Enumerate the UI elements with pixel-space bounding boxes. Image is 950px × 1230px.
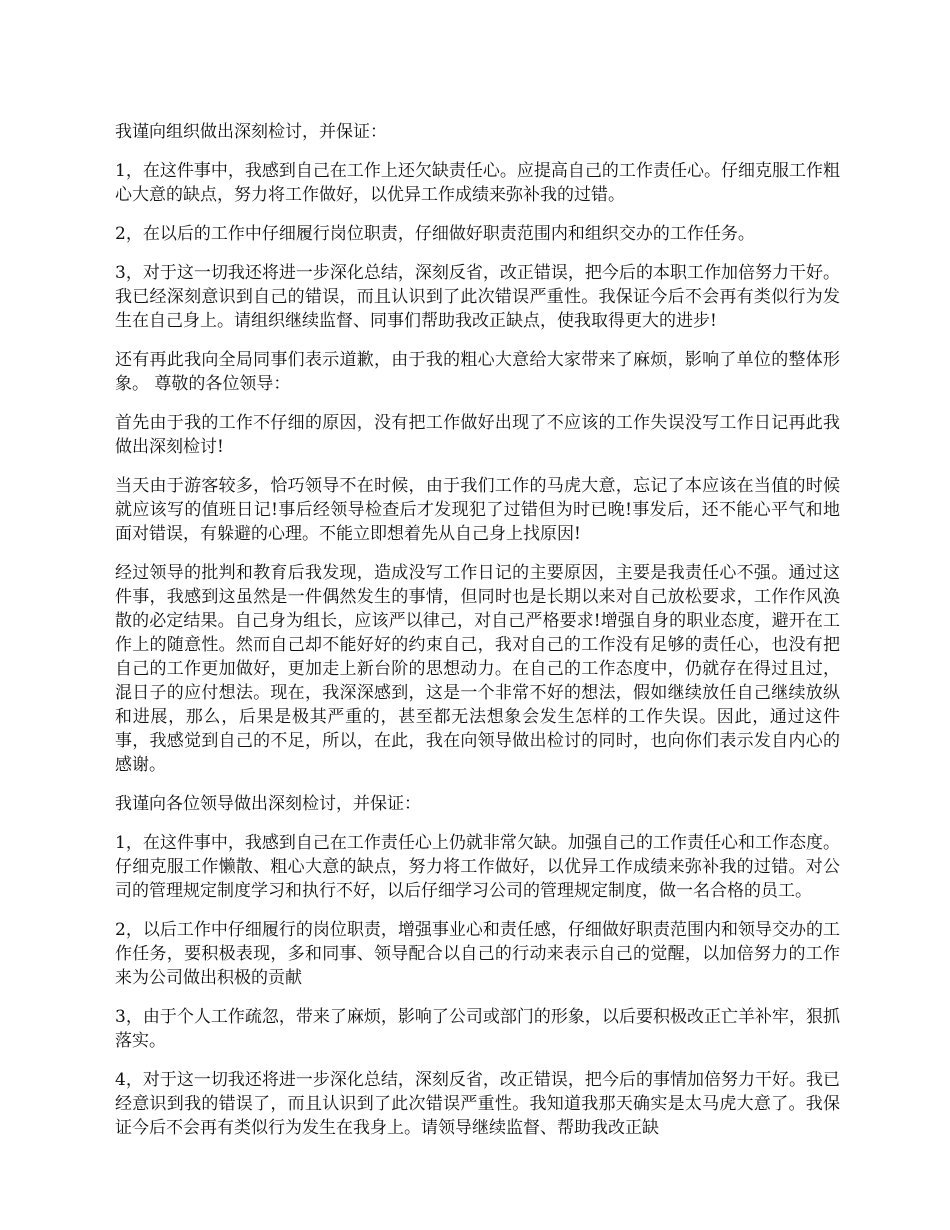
paragraph-7: 当天由于游客较多，恰巧领导不在时候，由于我们工作的马虎大意，忘记了本应该在当值的时候就应该写的值班日记!事后经领导检查后才发现犯了过错但为时已晚!事发后，还不能心平气和地面对错误，有躲避的心理。不能立即想着先从自己身上找原因!	[115, 476, 840, 544]
paragraph-4: 3，对于这一切我还将进一步深化总结，深刻反省，改正错误，把今后的本职工作加倍努力干好。我已经深刻意识到自己的错误，而且认识到了此次错误严重性。我保证今后不会再有类似行为发生在自己身上。请组织继续监督、同事们帮助我改正缺点，使我取得更大的进步!	[115, 263, 840, 331]
paragraph-12: 3，由于个人工作疏忽，带来了麻烦，影响了公司或部门的形象，以后要积极改正亡羊补牢，狠抓落实。	[115, 1007, 840, 1051]
paragraph-10: 1，在这件事中，我感到自己在工作责任心上仍就非常欠缺。加强自己的工作责任心和工作态度。仔细克服工作懒散、粗心大意的缺点，努力将工作做好，以优异工作成绩来弥补我的过错。对公司的管理规定制度学习和执行不好，以后仔细学习公司的管理规定制度，做一名合格的员工。	[115, 833, 840, 901]
document-body	[115, 120, 840, 1155]
paragraph-1: 我谨向组织做出深刻检讨，并保证：	[115, 122, 387, 142]
paragraph-2: 1，在这件事中，我感到自己在工作上还欠缺责任心。应提高自己的工作责任心。仔细克服工作粗心大意的缺点，努力将工作做好，以优异工作成绩来弥补我的过错。	[115, 161, 840, 205]
paragraph-11: 2，以后工作中仔细履行的岗位职责，增强事业心和责任感，仔细做好职责范围内和领导交办的工作任务，要积极表现，多和同事、领导配合以自己的行动来表示自己的觉醒，以加倍努力的工作来为公司做出积极的贡献	[115, 920, 840, 988]
paragraph-9: 我谨向各位领导做出深刻检讨，并保证：	[115, 794, 421, 814]
paragraph-8: 经过领导的批判和教育后我发现，造成没写工作日记的主要原因，主要是我责任心不强。通过这件事，我感到这虽然是一件偶然发生的事情，但同时也是长期以来对自己放松要求，工作作风涣散的必定结果。自己身为组长，应该严以律己，对自己严格要求!增强自身的职业态度，避开在工作上的随意性。然而自己却不能好好的约束自己，我对自己的工作没有足够的责任心，也没有把自己的工作更加做好，更加走上新台阶的思想动力。在自己的工作态度中，仍就存在得过且过，混日子的应付想法。现在，我深深感到，这是一个非常不好的想法，假如继续放任自己继续放纵和进展，那么，后果是极其严重的，甚至都无法想象会发生怎样的工作失误。因此，通过这件事，我感觉到自己的不足，所以，在此，我在向领导做出检讨的同时，也向你们表示发自内心的感谢。	[115, 563, 840, 775]
paragraph-6: 首先由于我的工作不仔细的原因，没有把工作做好出现了不应该的工作失误没写工作日记再此我做出深刻检讨!	[115, 413, 840, 457]
paragraph-5: 还有再此我向全局同事们表示道歉，由于我的粗心大意给大家带来了麻烦，影响了单位的整体形象。 尊敬的各位领导：	[115, 350, 840, 394]
paragraph-13: 4，对于这一切我还将进一步深化总结，深刻反省，改正错误，把今后的事情加倍努力干好。我已经意识到我的错误了，而且认识到了此次错误严重性。我知道我那天确实是太马虎大意了。我保证今后不会再有类似行为发生在我身上。请领导继续监督、帮助我改正缺	[115, 1070, 840, 1138]
paragraph-3: 2，在以后的工作中仔细履行岗位职责，仔细做好职责范围内和组织交办的工作任务。	[115, 224, 755, 244]
